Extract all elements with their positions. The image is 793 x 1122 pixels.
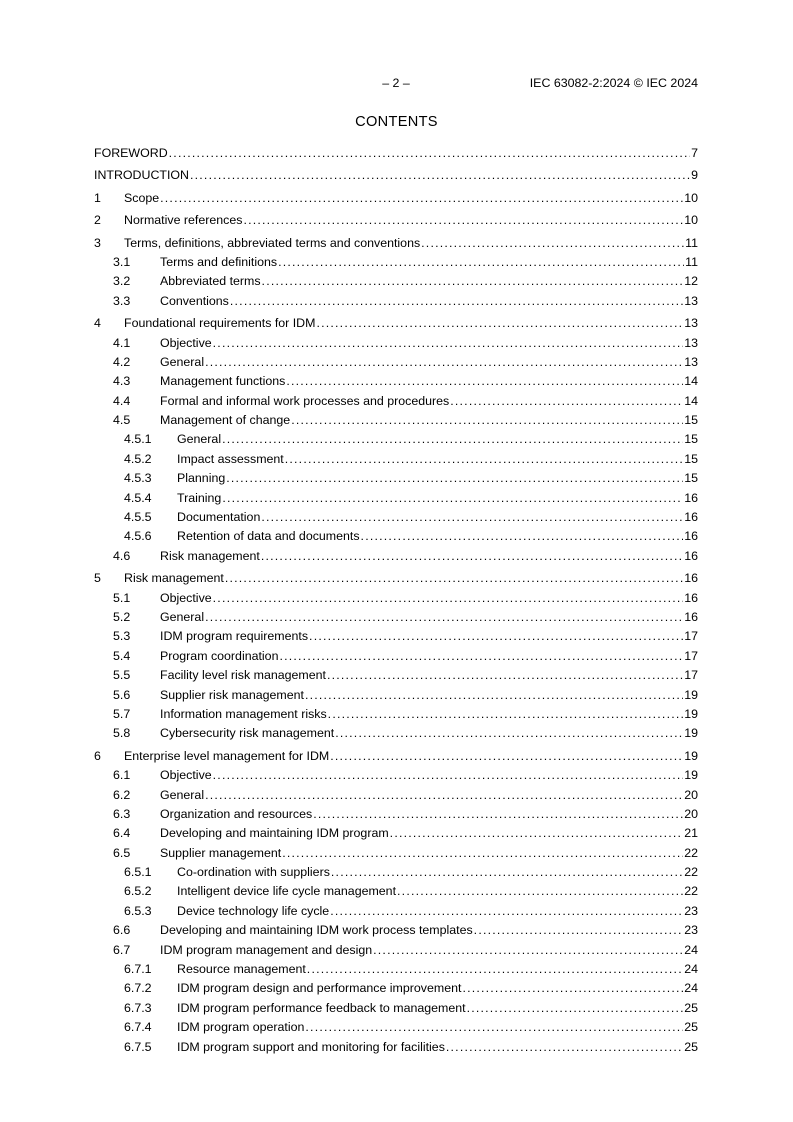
toc-dot-leader <box>305 686 683 705</box>
page-header <box>94 76 698 92</box>
toc-entry[interactable] <box>94 627 698 646</box>
toc-dot-leader <box>397 882 683 901</box>
toc-entry[interactable] <box>94 882 698 901</box>
toc-entry[interactable] <box>94 1038 698 1057</box>
toc-entry-number: 5.8 <box>113 726 131 741</box>
toc-entry-title: Objective <box>160 335 212 350</box>
toc-entry-page: 15 <box>684 451 698 466</box>
toc-entry-title: General <box>160 609 205 624</box>
toc-entry-page: 16 <box>684 510 698 525</box>
toc-entry-number: 5.6 <box>113 687 131 702</box>
toc-entry-title: Scope <box>124 190 160 205</box>
toc-entry-title: Resource management <box>177 962 306 977</box>
toc-entry[interactable] <box>94 469 698 488</box>
toc-entry-number: 4.5.6 <box>124 529 152 544</box>
copyright-notice: IEC 63082-2:2024 © IEC 2024 <box>529 76 698 90</box>
toc-entry-page: 12 <box>684 274 698 289</box>
toc-entry-number: 6.2 <box>113 787 131 802</box>
toc-entry[interactable] <box>94 724 698 743</box>
toc-entry-page: 17 <box>684 668 698 683</box>
table-of-contents <box>94 144 698 1057</box>
toc-entry-number: 6.5.2 <box>124 884 152 899</box>
toc-entry-title: Risk management <box>160 548 260 563</box>
toc-entry[interactable] <box>94 805 698 824</box>
toc-entry-number: 6.5.1 <box>124 865 152 880</box>
toc-entry-page: 22 <box>684 884 698 899</box>
toc-entry[interactable] <box>94 844 698 863</box>
toc-entry-title: General <box>160 787 205 802</box>
toc-entry-page: 19 <box>684 768 698 783</box>
toc-entry-page: 15 <box>684 432 698 447</box>
toc-entry[interactable] <box>94 589 698 608</box>
toc-entry-page: 24 <box>684 962 698 977</box>
toc-entry[interactable] <box>94 527 698 546</box>
toc-dot-leader <box>286 372 683 391</box>
toc-entry-page: 13 <box>684 354 698 369</box>
toc-dot-leader <box>262 272 684 291</box>
toc-entry[interactable] <box>94 144 698 163</box>
toc-entry[interactable] <box>94 960 698 979</box>
toc-entry-page: 16 <box>684 548 698 563</box>
toc-entry-number: 4.1 <box>113 335 131 350</box>
toc-entry-title: Cybersecurity risk management <box>160 726 335 741</box>
toc-entry-title: Objective <box>160 768 212 783</box>
toc-entry-title: Foundational requirements for IDM <box>124 316 316 331</box>
toc-entry-title: Conventions <box>160 293 229 308</box>
toc-entry-page: 13 <box>684 335 698 350</box>
toc-entry-number: 4.5.2 <box>124 451 152 466</box>
toc-entry-number: 3.2 <box>113 274 131 289</box>
toc-entry-page: 16 <box>684 490 698 505</box>
toc-dot-leader <box>446 1038 683 1057</box>
toc-entry-number: 5.5 <box>113 668 131 683</box>
toc-entry-number: 4.5 <box>113 413 131 428</box>
toc-entry-title: IDM program design and performance improvement <box>177 981 462 996</box>
toc-dot-leader <box>213 766 684 785</box>
toc-entry-number: 6.7.5 <box>124 1039 152 1054</box>
toc-dot-leader <box>282 844 683 863</box>
toc-dot-leader <box>190 166 690 185</box>
toc-entry-number: 4.3 <box>113 374 131 389</box>
toc-dot-leader <box>373 941 683 960</box>
toc-entry[interactable] <box>94 747 698 766</box>
toc-entry-page: 22 <box>684 865 698 880</box>
toc-entry-title: Device technology life cycle <box>177 903 330 918</box>
toc-entry-title: Terms, definitions, abbreviated terms and conventions <box>124 235 421 250</box>
toc-dot-leader <box>450 392 683 411</box>
toc-entry-number: 4.5.4 <box>124 490 152 505</box>
toc-entry-title: Supplier risk management <box>160 687 304 702</box>
toc-entry[interactable] <box>94 547 698 566</box>
toc-dot-leader <box>225 569 683 588</box>
toc-entry-title: Program coordination <box>160 648 279 663</box>
toc-entry-page: 22 <box>684 845 698 860</box>
toc-entry-title: General <box>177 432 222 447</box>
toc-entry[interactable] <box>94 314 698 333</box>
toc-entry[interactable] <box>94 292 698 311</box>
toc-entry[interactable] <box>94 234 698 253</box>
toc-entry[interactable] <box>94 921 698 940</box>
toc-entry-title: Management functions <box>160 374 286 389</box>
toc-entry[interactable] <box>94 334 698 353</box>
toc-entry-title: Information management risks <box>160 706 327 721</box>
toc-entry[interactable] <box>94 569 698 588</box>
toc-entry-title: Co-ordination with suppliers <box>177 865 330 880</box>
toc-entry-title: Objective <box>160 590 212 605</box>
toc-dot-leader <box>213 334 684 353</box>
page-title: CONTENTS <box>355 114 438 130</box>
toc-entry-page: 16 <box>684 590 698 605</box>
toc-entry[interactable] <box>94 863 698 882</box>
toc-entry-number: 4.5.1 <box>124 432 152 447</box>
toc-entry-page: 25 <box>684 1039 698 1054</box>
toc-entry-page: 15 <box>684 413 698 428</box>
toc-entry-number: 5.2 <box>113 609 131 624</box>
toc-entry-page: 19 <box>684 706 698 721</box>
toc-dot-leader <box>421 234 684 253</box>
toc-dot-leader <box>467 999 684 1018</box>
page-number: – 2 – <box>382 76 410 90</box>
toc-entry-title: IDM program requirements <box>160 629 309 644</box>
toc-entry-page: 23 <box>684 903 698 918</box>
toc-dot-leader <box>474 921 684 940</box>
toc-dot-leader <box>279 647 683 666</box>
toc-dot-leader <box>285 450 683 469</box>
toc-entry-page: 14 <box>684 393 698 408</box>
toc-entry-number: 6.7.1 <box>124 962 152 977</box>
toc-entry[interactable] <box>94 166 698 185</box>
toc-entry-title: Management of change <box>160 413 291 428</box>
toc-entry-title: FOREWORD <box>94 146 168 160</box>
toc-entry[interactable] <box>94 786 698 805</box>
toc-entry[interactable] <box>94 508 698 527</box>
toc-entry-number: 5 <box>94 571 101 586</box>
toc-entry[interactable] <box>94 686 698 705</box>
toc-dot-leader <box>222 489 683 508</box>
toc-entry-title: Formal and informal work processes and procedures <box>160 393 450 408</box>
toc-entry-number: 6.5 <box>113 845 131 860</box>
toc-entry-title: Documentation <box>177 510 261 525</box>
toc-entry[interactable] <box>94 372 698 391</box>
toc-entry-number: 6.5.3 <box>124 903 152 918</box>
toc-entry-page: 24 <box>684 981 698 996</box>
toc-entry[interactable] <box>94 392 698 411</box>
toc-dot-leader <box>335 724 683 743</box>
toc-entry-number: 6.7 <box>113 942 131 957</box>
toc-entry[interactable] <box>94 705 698 724</box>
toc-entry-number: 5.4 <box>113 648 131 663</box>
toc-entry-number: 6.6 <box>113 923 131 938</box>
toc-dot-leader <box>243 211 683 230</box>
toc-entry-number: 5.3 <box>113 629 131 644</box>
toc-entry-page: 11 <box>685 254 698 269</box>
toc-entry-page: 15 <box>684 471 698 486</box>
toc-entry-title: Risk management <box>124 571 224 586</box>
toc-entry[interactable] <box>94 189 698 208</box>
toc-entry[interactable] <box>94 999 698 1018</box>
toc-entry-title: Planning <box>177 471 226 486</box>
toc-entry[interactable] <box>94 411 698 430</box>
toc-entry-number: 6.7.2 <box>124 981 152 996</box>
toc-entry-page: 11 <box>685 235 698 250</box>
toc-entry-number: 4.6 <box>113 548 131 563</box>
toc-entry-page: 17 <box>684 629 698 644</box>
toc-dot-leader <box>327 666 683 685</box>
toc-entry[interactable] <box>94 450 698 469</box>
toc-entry-title: INTRODUCTION <box>94 168 189 183</box>
toc-entry-page: 19 <box>684 726 698 741</box>
toc-entry-page: 10 <box>684 213 698 228</box>
toc-entry-number: 6.4 <box>113 826 131 841</box>
toc-entry-number: 4.4 <box>113 393 131 408</box>
toc-dot-leader <box>261 547 683 566</box>
toc-entry-page: 20 <box>684 806 698 821</box>
toc-entry-title: Terms and definitions <box>160 254 278 269</box>
toc-dot-leader <box>313 805 683 824</box>
toc-entry-page: 24 <box>684 942 698 957</box>
toc-dot-leader <box>160 189 683 208</box>
toc-entry-number: 5.1 <box>113 590 131 605</box>
toc-entry-number: 3.3 <box>113 293 131 308</box>
toc-entry[interactable] <box>94 608 698 627</box>
toc-entry[interactable] <box>94 902 698 921</box>
toc-entry-title: Organization and resources <box>160 806 313 821</box>
toc-entry[interactable] <box>94 766 698 785</box>
toc-entry-number: 6.7.4 <box>124 1020 152 1035</box>
toc-dot-leader <box>361 527 684 546</box>
toc-entry-title: Enterprise level management for IDM <box>124 748 330 763</box>
toc-entry-title: IDM program support and monitoring for facilities <box>177 1039 445 1054</box>
toc-entry[interactable] <box>94 666 698 685</box>
toc-entry-title: IDM program operation <box>177 1020 305 1035</box>
toc-entry-number: 6.3 <box>113 806 131 821</box>
toc-entry-title: General <box>160 354 205 369</box>
toc-entry-title: Retention of data and documents <box>177 529 360 544</box>
toc-entry-page: 16 <box>684 571 698 586</box>
toc-entry-number: 6.1 <box>113 768 131 783</box>
toc-entry-title: Supplier management <box>160 845 282 860</box>
toc-entry-number: 3 <box>94 235 101 250</box>
toc-dot-leader <box>205 353 683 372</box>
toc-entry-number: 4.2 <box>113 354 131 369</box>
toc-entry-number: 6.7.3 <box>124 1000 152 1015</box>
toc-dot-leader <box>205 786 683 805</box>
toc-entry-page: 21 <box>684 826 698 841</box>
toc-entry-page: 13 <box>684 293 698 308</box>
toc-entry-title: Normative references <box>124 213 243 228</box>
toc-dot-leader <box>390 824 684 843</box>
toc-entry-title: IDM program performance feedback to management <box>177 1000 466 1015</box>
toc-entry-title: Developing and maintaining IDM program <box>160 826 389 841</box>
toc-dot-leader <box>205 608 683 627</box>
toc-entry-number: 2 <box>94 213 101 228</box>
toc-entry[interactable] <box>94 353 698 372</box>
toc-dot-leader <box>226 469 683 488</box>
toc-entry-page: 10 <box>684 190 698 205</box>
toc-entry[interactable] <box>94 430 698 449</box>
toc-entry-page: 17 <box>684 648 698 663</box>
toc-entry-page: 19 <box>684 748 698 763</box>
toc-dot-leader <box>305 1018 683 1037</box>
toc-entry[interactable] <box>94 211 698 230</box>
toc-dot-leader <box>261 508 683 527</box>
toc-dot-leader <box>278 253 684 272</box>
toc-dot-leader <box>330 902 683 921</box>
toc-entry-number: 4 <box>94 316 101 331</box>
toc-entry[interactable] <box>94 489 698 508</box>
toc-entry-number: 5.7 <box>113 706 131 721</box>
toc-entry-title: Impact assessment <box>177 451 284 466</box>
toc-entry-number: 4.5.5 <box>124 510 152 525</box>
toc-dot-leader <box>291 411 683 430</box>
toc-dot-leader <box>230 292 683 311</box>
toc-entry[interactable] <box>94 647 698 666</box>
toc-dot-leader <box>309 627 683 646</box>
toc-dot-leader <box>316 314 683 333</box>
toc-entry[interactable] <box>94 272 698 291</box>
toc-entry[interactable] <box>94 979 698 998</box>
toc-entry-page: 9 <box>691 168 698 183</box>
toc-dot-leader <box>330 747 683 766</box>
toc-entry[interactable] <box>94 1018 698 1037</box>
toc-entry-page: 23 <box>684 923 698 938</box>
toc-entry-number: 3.1 <box>113 254 131 269</box>
toc-dot-leader <box>331 863 683 882</box>
toc-dot-leader <box>169 144 690 163</box>
toc-dot-leader <box>222 430 683 449</box>
toc-entry-page: 16 <box>684 609 698 624</box>
toc-dot-leader <box>328 705 684 724</box>
toc-entry-page: 14 <box>684 374 698 389</box>
toc-entry-title: Abbreviated terms <box>160 274 261 289</box>
toc-entry-page: 7 <box>691 146 698 160</box>
toc-entry[interactable] <box>94 941 698 960</box>
toc-entry-number: 1 <box>94 190 101 205</box>
toc-entry-title: Facility level risk management <box>160 668 326 683</box>
toc-dot-leader <box>462 979 683 998</box>
toc-entry-page: 19 <box>684 687 698 702</box>
toc-entry-page: 16 <box>684 529 698 544</box>
toc-entry-title: Training <box>177 490 222 505</box>
toc-entry-number: 4.5.3 <box>124 471 152 486</box>
toc-entry-number: 6 <box>94 748 101 763</box>
toc-entry-page: 13 <box>684 316 698 331</box>
toc-dot-leader <box>307 960 683 979</box>
toc-entry-title: Developing and maintaining IDM work process templates <box>160 923 473 938</box>
toc-entry-page: 20 <box>684 787 698 802</box>
toc-dot-leader <box>213 589 684 608</box>
toc-entry-title: Intelligent device life cycle management <box>177 884 397 899</box>
toc-entry[interactable] <box>94 824 698 843</box>
toc-entry-page: 25 <box>684 1020 698 1035</box>
toc-entry-title: IDM program management and design <box>160 942 373 957</box>
toc-entry-page: 25 <box>684 1000 698 1015</box>
toc-entry[interactable] <box>94 253 698 272</box>
